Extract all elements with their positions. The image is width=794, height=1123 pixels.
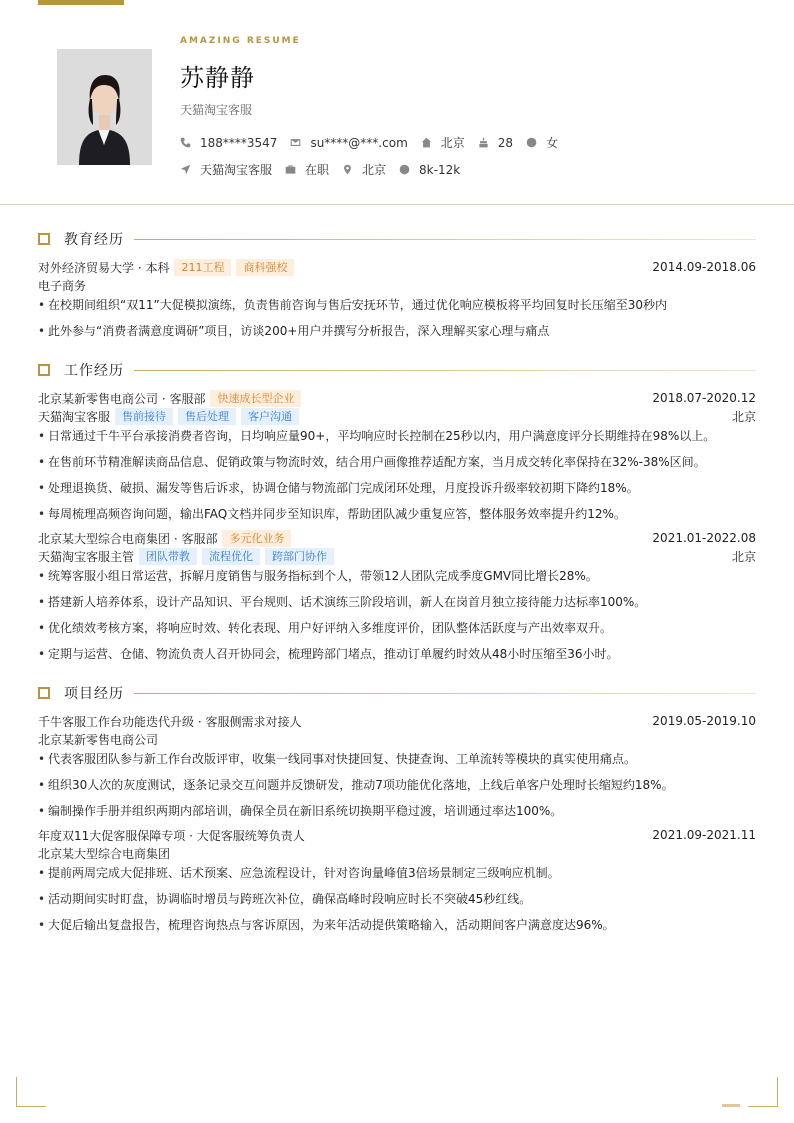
target-job-info	[180, 161, 272, 178]
project-bullet: • 大促后输出复盘报告，梳理咨询热点与客诉原因，为来年活动提供策略输入，活动期间客户满意度达96%。	[38, 916, 756, 934]
location-icon	[342, 164, 353, 175]
education-bullet: • 此外参与“消费者满意度调研”项目，访谈200+用户并撰写分析报告，深入理解买家心理与痛点	[38, 322, 756, 340]
role-name: 天猫淘宝客服	[38, 409, 111, 424]
project-org: 北京某大型综合电商集团	[38, 846, 171, 861]
company-name: 北京某新零售电商公司 · 客服部	[38, 391, 206, 406]
contact-info-row	[180, 134, 571, 151]
job-role-row	[38, 407, 756, 425]
age-text: 28	[497, 135, 514, 150]
candidate-name: 苏静静	[180, 64, 255, 92]
section-marker-icon	[38, 687, 50, 699]
job-bullet: • 处理退换货、破损、漏发等售后诉求，协调仓储与物流部门完成闭环处理，月度投诉升级率较初期下降约18%。	[38, 479, 756, 497]
job-period: 2021.01-2022.08	[652, 531, 756, 545]
school-name: 对外经济贸易大学 · 本科	[38, 260, 170, 275]
job-title: 天猫淘宝客服	[180, 103, 253, 117]
briefcase-icon	[285, 164, 296, 175]
header-divider	[0, 204, 794, 205]
school-tag: 211工程	[174, 259, 231, 276]
job-bullet: • 优化绩效考核方案，将响应时效、转化表现、用户好评纳入多维度评价，团队整体活跃度与产出效率双升。	[38, 619, 756, 637]
education-period: 2014.09-2018.06	[652, 260, 756, 274]
person-portrait-icon	[57, 49, 152, 165]
phone-text: 188****3547	[200, 135, 278, 150]
gender-icon	[526, 137, 537, 148]
corner-decoration	[748, 1106, 778, 1107]
job-bullet: • 在售前环节精准解读商品信息、促销政策与物流时效，结合用户画像推荐适配方案，当月成交转化率保持在32%-38%区间。	[38, 453, 756, 471]
job-city: 北京	[731, 549, 756, 564]
profile-photo	[57, 49, 152, 165]
job-bullet: • 日常通过千牛平台承接消费者咨询，日均响应量90+，平均响应时长控制在25秒以内，用户满意度评分长期维持在98%以上。	[38, 427, 756, 445]
role-tag: 售前接待	[115, 408, 173, 425]
role-tag: 客户沟通	[241, 408, 299, 425]
corner-decoration	[777, 1077, 778, 1107]
section-rule	[134, 239, 756, 240]
job-company-row	[38, 529, 756, 547]
section-marker-icon	[38, 233, 50, 245]
corner-decoration	[16, 1106, 46, 1107]
role-tag: 流程优化	[202, 548, 260, 565]
job-bullet: • 统筹客服小组日常运营，拆解月度销售与服务指标到个人，带领12人团队完成季度GMV同比增长28%。	[38, 567, 756, 585]
section-header-projects	[38, 684, 756, 702]
status-info	[285, 161, 329, 178]
company-tag: 多元化业务	[222, 530, 291, 547]
home-city-text: 北京	[440, 136, 465, 150]
gender-info	[526, 134, 558, 151]
home-icon	[421, 137, 432, 148]
mail-icon	[290, 137, 301, 148]
major-name: 电子商务	[38, 278, 87, 293]
education-major-row	[38, 276, 756, 294]
company-name: 北京某大型综合电商集团 · 客服部	[38, 531, 218, 546]
page-dash-decoration	[722, 1104, 740, 1107]
email-info	[290, 136, 407, 150]
salary-text: 8k-12k	[419, 162, 461, 177]
project-name-row	[38, 826, 756, 844]
gender-text: 女	[546, 136, 559, 150]
target-job-text: 天猫淘宝客服	[200, 163, 273, 177]
salary-icon	[399, 164, 410, 175]
corner-decoration	[16, 1077, 17, 1107]
section-title: 项目经历	[64, 686, 124, 702]
brand-label: AMAZING RESUME	[180, 36, 301, 46]
job-role-row	[38, 547, 756, 565]
project-org: 北京某新零售电商公司	[38, 732, 159, 747]
email-text: su****@***.com	[310, 135, 408, 150]
project-period: 2019.05-2019.10	[652, 714, 756, 728]
target-city-info	[342, 161, 386, 178]
section-rule	[134, 370, 756, 371]
project-bullet: • 组织30人次的灰度测试，逐条记录交互问题并反馈研发，推动7项功能优化落地，上线后单客户处理时长缩短约18%。	[38, 776, 756, 794]
section-rule	[134, 693, 756, 694]
project-bullet: • 编制操作手册并组织两期内部培训，确保全员在新旧系统切换期平稳过渡，培训通过率达100%。	[38, 802, 756, 820]
section-marker-icon	[38, 364, 50, 376]
job-bullet: • 每周梳理高频咨询问题，输出FAQ文档并同步至知识库，帮助团队减少重复应答，整体服务效率提升约12%。	[38, 505, 756, 523]
project-bullet: • 代表客服团队参与新工作台改版评审，收集一线同事对快捷回复、快捷查询、工单流转等模块的真实使用痛点。	[38, 750, 756, 768]
company-tag: 快速成长型企业	[210, 390, 301, 407]
job-city: 北京	[731, 409, 756, 424]
project-org-row	[38, 730, 756, 748]
education-school-row	[38, 258, 756, 276]
salary-info	[399, 163, 460, 177]
role-tag: 售后处理	[178, 408, 236, 425]
section-header-work	[38, 361, 756, 379]
role-name: 天猫淘宝客服主管	[38, 549, 135, 564]
job-bullet: • 搭建新人培养体系，设计产品知识、平台规则、话术演练三阶段培训，新人在岗首月独立接待能力达标率100%。	[38, 593, 756, 611]
project-name-row	[38, 712, 756, 730]
age-info	[478, 136, 513, 150]
project-bullet: • 提前两周完成大促排班、话术预案、应急流程设计，针对咨询量峰值3倍场景制定三级响应机制。	[38, 864, 756, 882]
top-accent-bar	[38, 0, 124, 5]
job-bullet: • 定期与运营、仓储、物流负责人召开协同会，梳理跨部门堵点，推动订单履约时效从48小时压缩至36小时。	[38, 645, 756, 663]
section-header-education	[38, 230, 756, 248]
section-title: 工作经历	[64, 363, 124, 379]
project-period: 2021.09-2021.11	[652, 828, 756, 842]
job-period: 2018.07-2020.12	[652, 391, 756, 405]
send-icon	[180, 164, 191, 175]
education-bullet: • 在校期间组织“双11”大促模拟演练，负责售前咨询与售后安抚环节，通过优化响应模板将平均回复时长压缩至30秒内	[38, 296, 756, 314]
role-tag: 团队带教	[139, 548, 197, 565]
cake-icon	[478, 137, 489, 148]
job-company-row	[38, 389, 756, 407]
job-intent-row	[180, 161, 473, 178]
project-name: 千牛客服工作台功能迭代升级 · 客服侧需求对接人	[38, 714, 302, 729]
role-tag: 跨部门协作	[265, 548, 334, 565]
project-org-row	[38, 844, 756, 862]
school-tag: 商科强校	[236, 259, 294, 276]
phone-info	[180, 136, 277, 150]
status-text: 在职	[305, 163, 330, 177]
home-info	[421, 134, 465, 151]
phone-icon	[180, 137, 191, 148]
section-title: 教育经历	[64, 232, 124, 248]
project-name: 年度双11大促客服保障专项 · 大促客服统筹负责人	[38, 828, 305, 843]
target-city-text: 北京	[362, 163, 387, 177]
project-bullet: • 活动期间实时盯盘，协调临时增员与跨班次补位，确保高峰时段响应时长不突破45秒红线。	[38, 890, 756, 908]
